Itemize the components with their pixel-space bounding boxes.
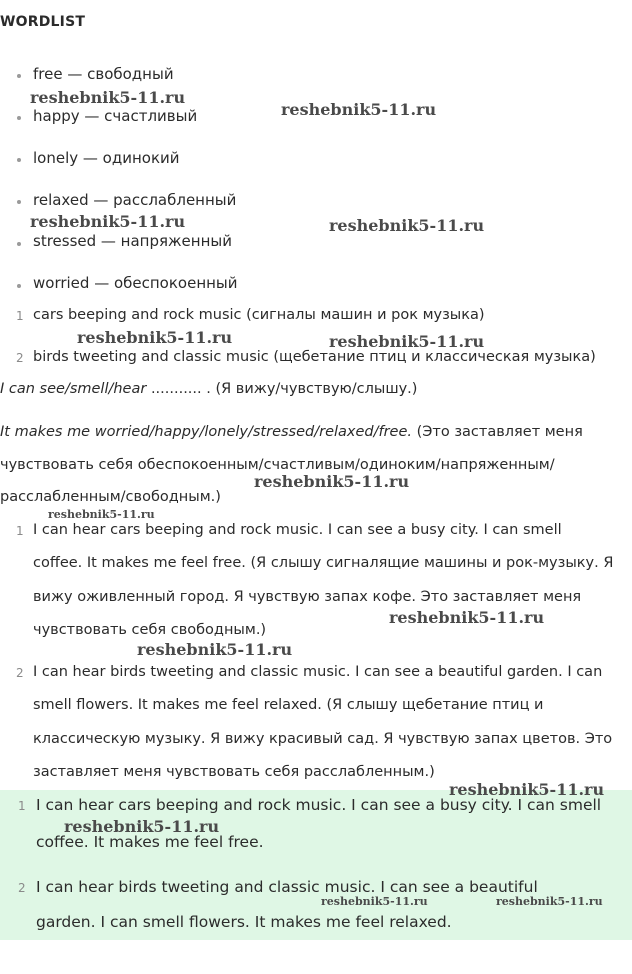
watermark: reshebnik5-11.ru	[30, 88, 186, 107]
watermark: reshebnik5-11.ru	[30, 212, 186, 231]
answer-line: garden. I can smell flowers. It makes me feel relaxed.	[36, 913, 452, 931]
watermark: reshebnik5-11.ru	[64, 817, 220, 836]
pattern-translation-line: расслабленным/свободным.)	[0, 489, 221, 505]
watermark: reshebnik5-11.ru	[254, 472, 410, 491]
item-number: 2	[18, 881, 26, 895]
watermark: reshebnik5-11.ru	[389, 608, 545, 627]
watermark: reshebnik5-11.ru	[48, 508, 155, 521]
pattern-translation-line: чувствовать себя обеспокоенным/счастливым/одиноким/напряженным/	[0, 457, 555, 473]
pattern-makes-me	[0, 424, 583, 440]
pattern-text: It makes me worried/happy/lonely/stressed/relaxed/free.	[0, 424, 413, 440]
bullet-icon	[17, 116, 21, 120]
list-item: stressed — напряженный	[33, 232, 232, 250]
bullet-icon	[17, 158, 21, 162]
watermark: reshebnik5-11.ru	[329, 216, 485, 235]
example-line: I can hear cars beeping and rock music. I can see a busy city. I can smell	[33, 522, 562, 538]
list-item: cars beeping and rock music (сигналы машин и рок музыка)	[33, 307, 485, 323]
pattern-dots: ........... .	[150, 381, 211, 397]
watermark: reshebnik5-11.ru	[496, 895, 603, 908]
list-item: worried — обеспокоенный	[33, 274, 238, 292]
example-line: coffee. It makes me feel free. (Я слышу сигналящие машины и рок-музыку. Я	[33, 555, 614, 571]
list-item: happy — счастливый	[33, 107, 198, 125]
item-number: 1	[16, 309, 24, 323]
example-line: чувствовать себя свободным.)	[33, 622, 267, 638]
list-item: birds tweeting and classic music (щебетание птиц и классическая музыка)	[33, 349, 596, 365]
example-line: smell flowers. It makes me feel relaxed. (Я слышу щебетание птиц и	[33, 697, 544, 713]
item-number: 2	[16, 666, 24, 680]
answer-line: coffee. It makes me feel free.	[36, 833, 264, 851]
example-line: вижу оживленный город. Я чувствую запах кофе. Это заставляет меня	[33, 589, 582, 605]
pattern-text: I can see/smell/hear	[0, 381, 147, 397]
example-line: классическую музыку. Я вижу красивый сад. Я чувствую запах цветов. Это	[33, 731, 613, 747]
bullet-icon	[17, 242, 21, 246]
bullet-icon	[17, 74, 21, 78]
section-heading: WORDLIST	[0, 14, 86, 30]
pattern-translation: (Я вижу/чувствую/слышу.)	[215, 381, 418, 397]
watermark: reshebnik5-11.ru	[77, 328, 233, 347]
list-item: relaxed — расслабленный	[33, 191, 237, 209]
example-line: заставляет меня чувствовать себя расслабленным.)	[33, 764, 435, 780]
watermark: reshebnik5-11.ru	[329, 332, 485, 351]
item-number: 2	[16, 351, 24, 365]
answer-line: I can hear birds tweeting and classic music. I can see a beautiful	[36, 878, 538, 896]
watermark: reshebnik5-11.ru	[281, 100, 437, 119]
item-number: 1	[16, 524, 24, 538]
watermark: reshebnik5-11.ru	[137, 640, 293, 659]
pattern-see-smell-hear	[0, 381, 417, 397]
watermark: reshebnik5-11.ru	[449, 780, 605, 799]
watermark: reshebnik5-11.ru	[321, 895, 428, 908]
bullet-icon	[17, 284, 21, 288]
bullet-icon	[17, 200, 21, 204]
pattern-translation: (Это заставляет меня	[416, 424, 583, 440]
list-item: free — свободный	[33, 65, 174, 83]
answer-line: I can hear cars beeping and rock music. I can see a busy city. I can smell	[36, 796, 602, 814]
item-number: 1	[18, 799, 26, 813]
list-item: lonely — одинокий	[33, 149, 180, 167]
example-line: I can hear birds tweeting and classic music. I can see a beautiful garden. I can	[33, 664, 603, 680]
